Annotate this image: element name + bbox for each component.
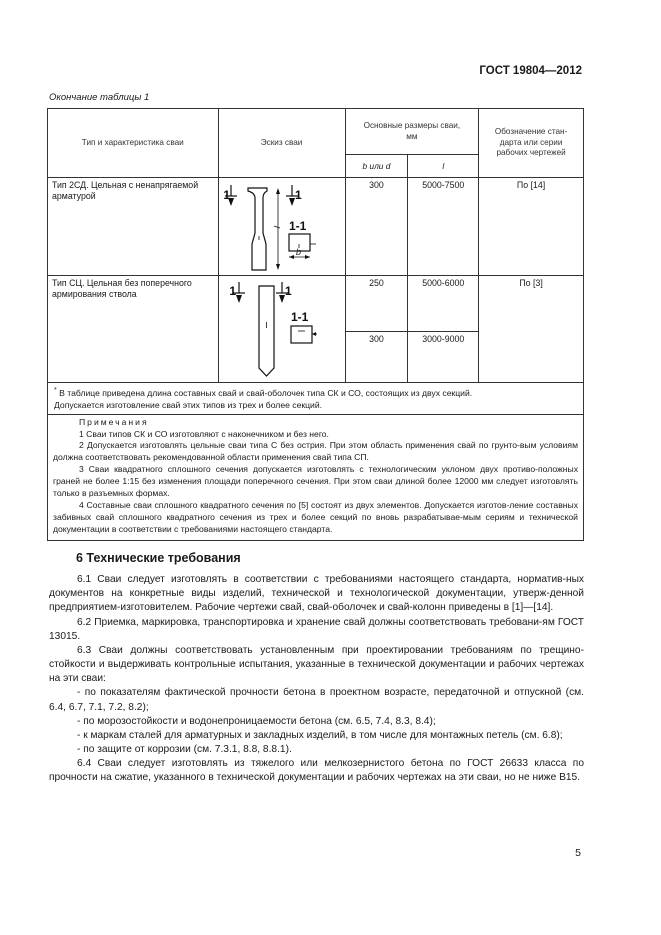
row2-l: 5000-6000 — [408, 276, 479, 332]
paragraph-6-4: 6.4 Сваи следует изготовлять из тяжелого или мелкозернистого бетона по ГОСТ 26633 класса по прочности на сжатие, указанного в технической документации и рабочих чертежах на эти сваи, но не ниже В15. — [49, 758, 584, 784]
table-row — [48, 276, 584, 332]
header-b-or-d: b или d — [345, 155, 408, 178]
section-label: 1-1 — [290, 310, 308, 324]
footnote-mark: * — [54, 386, 57, 394]
table-notes — [48, 414, 584, 541]
pile-body — [259, 286, 274, 376]
page-number: 5 — [575, 847, 581, 859]
note-3: 3 Сваи квадратного сплошного сечения допускается изготовлять с технологическим уклоном двух противо-положных граней не более 1:15 без изменения площади поперечного сечения. При этом сваи длиной более 12000 мм следует изготовлять только в разъемных формах. — [53, 464, 578, 498]
cross-section — [291, 326, 312, 343]
row3-b: 300 — [345, 332, 408, 383]
paragraph-6-2: 6.2 Приемка, маркировка, транспортировка и хранение свай должны соответствовать требовани-ям ГОСТ 13015. — [49, 616, 584, 642]
row2-sketch — [218, 276, 345, 383]
row2-doc: По [3] — [479, 276, 584, 383]
row1-type: Тип 2СД. Цельная с ненапрягаемой арматурой — [48, 178, 219, 276]
row3-l: 3000-9000 — [408, 332, 479, 383]
section-title: 6 Технические требования — [76, 551, 241, 565]
table-caption: Окончание таблицы 1 — [49, 92, 150, 103]
pile-sketch-2sd — [219, 178, 345, 275]
header-type: Тип и характеристика сваи — [48, 109, 219, 178]
pile-sketch-sc — [219, 276, 345, 382]
b-label: b — [295, 247, 301, 257]
standard-header: ГОСТ 19804—2012 — [479, 65, 582, 77]
paragraph-6-3: 6.3 Сваи должны соответствовать установленным при проектировании требованиям по трещино-стойкости и выдерживать контрольные испытания, указанные в технической документации и рабочих чертежах на эти сваи: — [49, 644, 584, 685]
header-l: l — [408, 155, 479, 178]
header-dims-line1: Основные размеры сваи, — [363, 120, 461, 130]
paragraph-6-3-item: - по показателям фактической прочности бетона в проектном возрасте, передаточной и отпускной (см. 6.4, 6.7, 7.1, 7.2, 8.2); — [49, 687, 584, 713]
row1-doc: По [14] — [479, 178, 584, 276]
pile-types-table — [47, 108, 584, 541]
row1-sketch — [218, 178, 345, 276]
row1-l: 5000-7500 — [408, 178, 479, 276]
header-dims-line2: мм — [406, 131, 418, 141]
section-mark-label-left: 1 — [228, 284, 236, 298]
header-doc-line1: Обозначение стан- — [494, 127, 568, 137]
row2-type: Тип СЦ. Цельная без поперечного армирования ствола — [48, 276, 219, 383]
header-dims — [345, 109, 479, 155]
section-mark-label-left: 1 — [222, 188, 230, 202]
table-row — [48, 178, 584, 276]
paragraph-6-3-item: - по защите от коррозии (см. 7.3.1, 8.8, 8.8.1). — [77, 744, 292, 756]
note-1: 1 Сваи типов СК и СО изготовляют с наконечником и без него. — [79, 428, 329, 439]
header-doc-line3: рабочих чертежей — [496, 148, 566, 158]
table-footnote — [48, 383, 584, 415]
header-sketch: Эскиз сваи — [218, 109, 345, 178]
note-4: 4 Составные сваи сплошного квадратного сечения по [5] состоят из двух элементов. Допускается изготов-ление составных забивных свай сплошного квадратного сечения из трех и более секций по вновь разрабатывае-мым сериям и технической документации в соответствии с требованиями настоящего стандарта. — [53, 499, 578, 534]
note-2: 2 Допускается изготовлять цельные сваи типа С без острия. При этом область применения свай по грунто-вым условиям должна соответствовать рекомендованной области применения свай типа СП. — [53, 440, 578, 463]
notes-heading: Примечания — [79, 416, 149, 427]
paragraph-6-3-item: - по морозостойкости и водонепроницаемости бетона (см. 6.5, 7.4, 8.3, 8.4); — [77, 715, 436, 727]
row1-b: 300 — [345, 178, 408, 276]
header-doc — [479, 109, 584, 178]
section-mark-label-right: 1 — [284, 284, 292, 298]
pile-body — [248, 188, 267, 270]
footnote-line2: Допускается изготовление свай этих типов из трех и более секций. — [54, 400, 323, 411]
section-label: 1-1 — [288, 219, 306, 233]
section-body — [49, 573, 584, 786]
paragraph-6-1: 6.1 Сваи следует изготовлять в соответствии с требованиями настоящего стандарта, норматив-ных документов на конкретные виды изделий, технической и технологической документации, утверж-денной предприятием-изготовителем. Рабочие чертежи свай, свай-оболочек и свай-колонн приведены в [1]—[14]. — [49, 574, 584, 614]
section-mark-label-right: 1 — [294, 188, 302, 202]
row2-b: 250 — [345, 276, 408, 332]
header-doc-line2: дарта или серии — [499, 137, 563, 147]
footnote-line1: В таблице приведена длина составных свай и свай-оболочек типа СК и СО, состоящих из двух секций. — [56, 387, 473, 398]
paragraph-6-3-item: - к маркам сталей для арматурных и закладных изделий, в том числе для монтажных петель (см. 6.8); — [77, 729, 563, 741]
